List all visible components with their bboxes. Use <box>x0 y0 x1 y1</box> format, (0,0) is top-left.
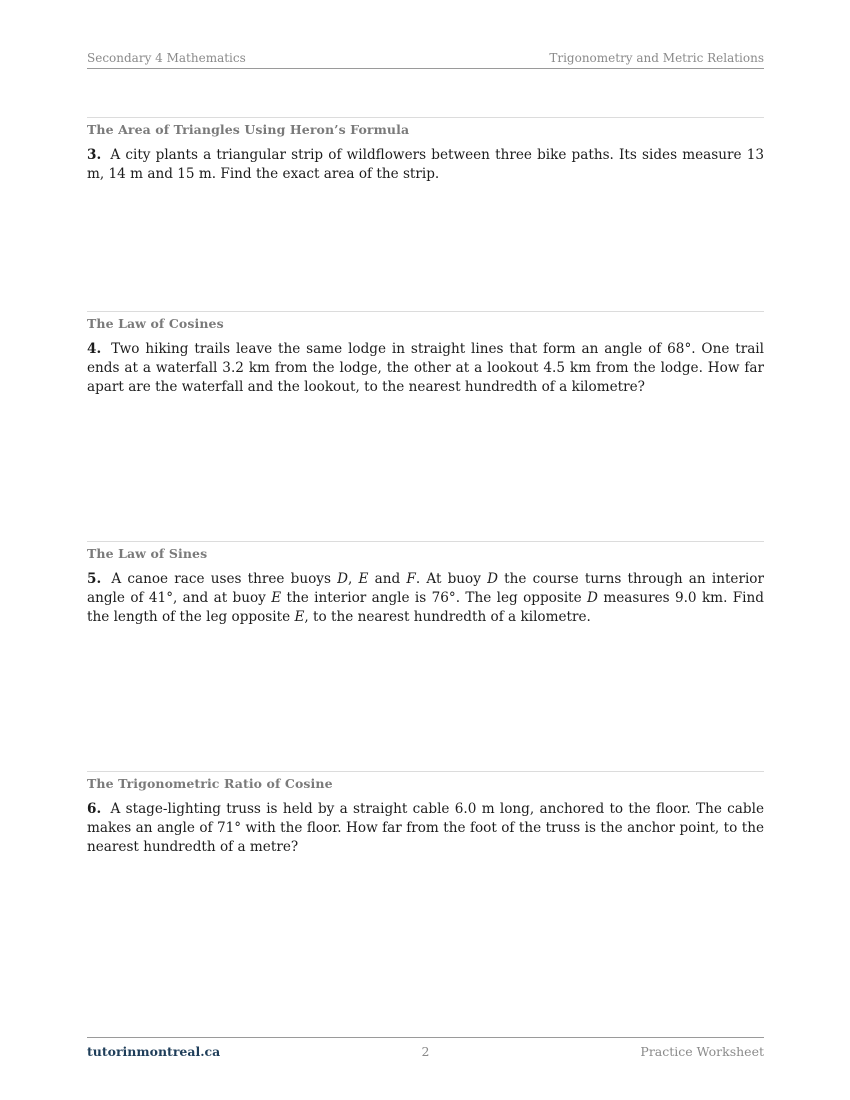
problem-section-3 <box>87 117 764 184</box>
section-divider <box>87 541 764 542</box>
variable-e: E <box>358 571 369 587</box>
problem-statement <box>87 570 764 628</box>
variable-e: E <box>294 609 305 626</box>
problem-statement <box>87 800 764 858</box>
variable-d: D <box>487 571 498 587</box>
section-topic: The Area of Triangles Using Heron’s Formula <box>87 122 410 137</box>
section-topic: The Trigonometric Ratio of Cosine <box>87 776 333 791</box>
unit-title: Trigonometry and Metric Relations <box>549 51 764 65</box>
course-title: Secondary 4 Mathematics <box>87 51 246 65</box>
problem-number: 4. <box>87 341 102 357</box>
problem-statement <box>87 340 764 398</box>
page-header <box>87 50 764 69</box>
document-type: Practice Worksheet <box>640 1044 764 1059</box>
variable-d: D <box>337 571 349 587</box>
section-divider <box>87 311 764 312</box>
problem-number: 6. <box>87 801 102 817</box>
problem-section-4 <box>87 311 764 398</box>
problem-section-6 <box>87 771 764 858</box>
page-number: 2 <box>421 1044 430 1059</box>
variable-e: E <box>271 590 282 607</box>
problem-number: 3. <box>87 147 102 163</box>
section-topic: The Law of Cosines <box>87 316 224 331</box>
section-divider <box>87 771 764 772</box>
website-link[interactable]: tutorinmontreal.ca <box>87 1044 221 1059</box>
page-footer <box>87 1037 764 1060</box>
variable-d: D <box>587 590 598 607</box>
problem-section-5 <box>87 541 764 628</box>
problem-text: A city plants a triangular strip of wildflowers between three bike paths. Its sides measure 13 m, 14 m and 15 m. Find the exact area of the strip. <box>87 147 764 183</box>
section-divider <box>87 117 764 118</box>
section-topic: The Law of Sines <box>87 546 208 561</box>
variable-f: F <box>406 571 416 587</box>
problem-text: A stage-lighting truss is held by a straight cable 6.0 m long, anchored to the floor. The cable makes an angle of 71° with the floor. How far from the foot of the truss is the anchor point, to the nearest hundredth of a metre? <box>87 801 764 856</box>
problem-statement <box>87 146 764 184</box>
problem-text: Two hiking trails leave the same lodge in straight lines that form an angle of 68°. One trail ends at a waterfall 3.2 km from the lodge, the other at a lookout 4.5 km from the lodge. How far apart are the waterfall and the lookout, to the nearest hundredth of a kilometre? <box>87 341 764 396</box>
problem-number: 5. <box>87 571 102 587</box>
problem-text: A canoe race uses three buoys D, E and F. At buoy D the course turns through an interior angle of 41°, and at buoy E the interior angle is 76°. The leg opposite D measures 9.0 km. Find the length of the leg opposite E, to the nearest hundredth of a kilometre. <box>87 571 764 626</box>
